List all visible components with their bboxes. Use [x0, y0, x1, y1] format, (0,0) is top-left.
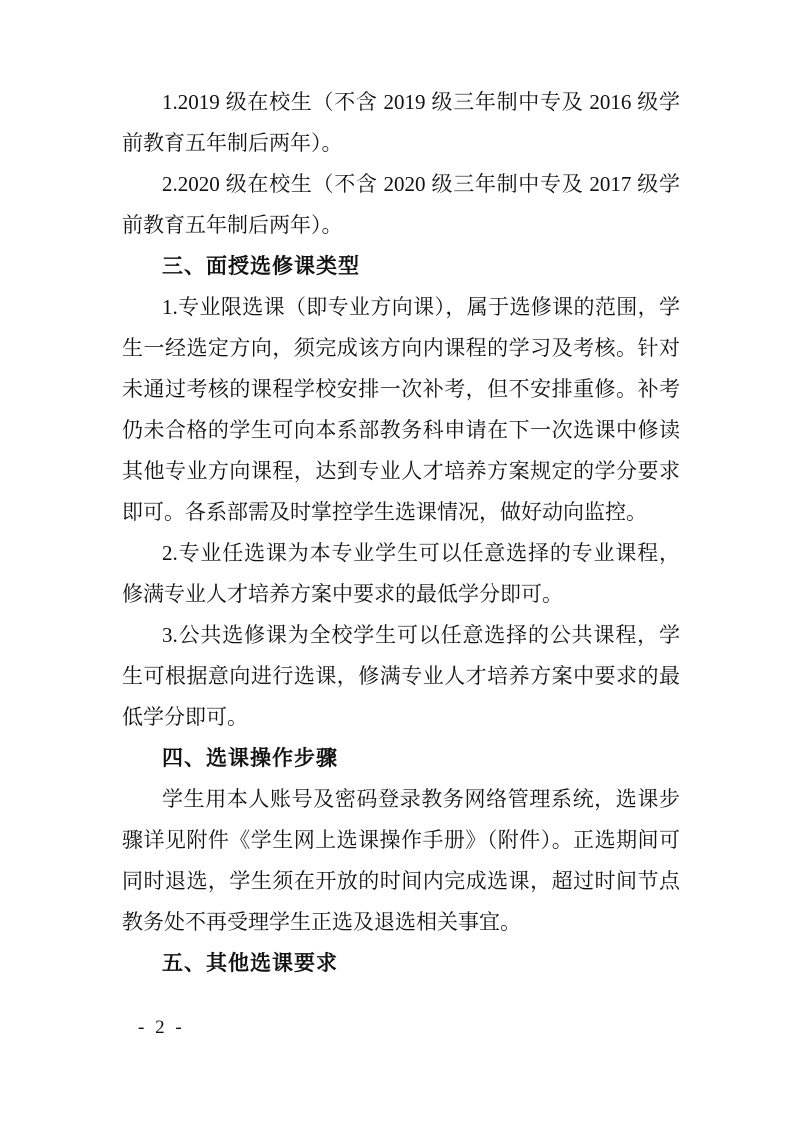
page-number: - 2 -: [138, 1017, 185, 1038]
section-heading-elective-types: 三、面授选修课类型: [162, 254, 360, 278]
paragraph-public-electives: 3.公共选修课为全校学生可以任意选择的公共课程，学生可根据意向进行选课，修满专业人才培养方案中要求的最低学分即可。: [122, 623, 680, 729]
section-heading-selection-steps: 四、选课操作步骤: [162, 746, 338, 770]
paragraph-2020-students: 2.2020 级在校生（不含 2020 级三年制中专及 2017 级学前教育五年制后两年）。: [122, 172, 680, 237]
paragraph-major-electives: 2.专业任选课为本专业学生可以任意选择的专业课程，修满专业人才培养方案中要求的最低学分即可。: [122, 541, 680, 606]
document-body: [122, 82, 680, 984]
paragraph-selection-steps: 学生用本人账号及密码登录教务网络管理系统，选课步骤详见附件《学生网上选课操作手册》（附件）。正选期间可同时退选，学生须在开放的时间内完成选课，超过时间节点教务处不再受理学生正选及退选相关事宜。: [122, 787, 680, 934]
section-heading-other-requirements: 五、其他选课要求: [162, 951, 338, 975]
paragraph-2019-students: 1.2019 级在校生（不含 2019 级三年制中专及 2016 级学前教育五年制后两年）。: [122, 90, 680, 155]
paragraph-restricted-electives: 1.专业限选课（即专业方向课），属于选修课的范围，学生一经选定方向，须完成该方向内课程的学习及考核。针对未通过考核的课程学校安排一次补考，但不安排重修。补考仍未合格的学生可向本系部教务科申请在下一次选课中修读其他专业方向课程，达到专业人才培养方案规定的学分要求即可。各系部需及时掌控学生选课情况，做好动向监控。: [122, 295, 680, 524]
